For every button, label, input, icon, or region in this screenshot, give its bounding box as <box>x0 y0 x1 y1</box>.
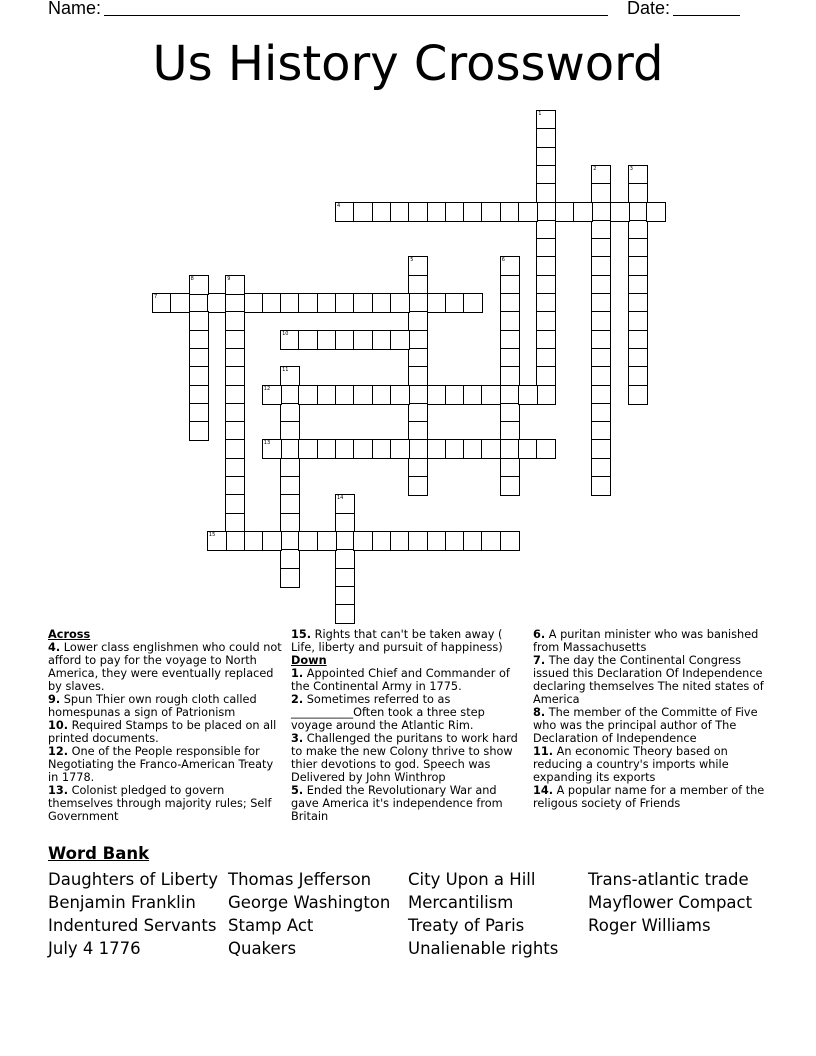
grid-cell[interactable] <box>500 531 520 551</box>
grid-cell[interactable] <box>518 439 538 459</box>
grid-cell[interactable] <box>628 238 648 258</box>
grid-cell[interactable] <box>225 385 245 405</box>
clue-across-15: 15. Rights that can't be taken away ( Life, liberty and pursuit of happiness) <box>291 628 503 654</box>
grid-cell[interactable] <box>262 293 282 313</box>
grid-cell[interactable] <box>225 458 245 478</box>
grid-cell[interactable] <box>335 330 355 350</box>
grid-cell[interactable] <box>298 439 318 459</box>
grid-cell[interactable] <box>317 330 337 350</box>
grid-cell[interactable] <box>628 165 648 185</box>
grid-cell[interactable] <box>591 165 611 185</box>
grid-cell[interactable] <box>427 202 447 222</box>
grid-cell[interactable] <box>225 348 245 368</box>
grid-cell[interactable] <box>591 421 611 441</box>
grid-cell[interactable] <box>536 202 556 222</box>
grid-cell[interactable] <box>372 330 392 350</box>
grid-cell[interactable] <box>591 385 611 405</box>
grid-cell[interactable] <box>536 330 556 350</box>
grid-cell[interactable] <box>262 385 282 405</box>
clue-number: 9 <box>227 275 231 282</box>
grid-cell[interactable] <box>335 494 355 514</box>
page-title: Us History Crossword <box>152 36 664 92</box>
grid-cell[interactable] <box>536 147 556 167</box>
clues-column-2 <box>291 628 525 823</box>
grid-cell[interactable] <box>536 238 556 258</box>
grid-cell[interactable] <box>317 293 337 313</box>
clue-down-2: 2. Sometimes referred to as ___________Often took a three step voyage around the Atlantic Rim. <box>291 693 485 732</box>
grid-cell[interactable] <box>445 202 465 222</box>
grid-cell[interactable] <box>427 439 447 459</box>
grid-cell[interactable] <box>335 568 355 588</box>
grid-cell[interactable] <box>298 293 318 313</box>
grid-cell[interactable] <box>408 202 428 222</box>
grid-cell[interactable] <box>628 293 648 313</box>
grid-cell[interactable] <box>335 549 355 569</box>
grid-cell[interactable] <box>591 183 611 203</box>
clue-down-6: 6. A puritan minister who was banished from Massachusetts <box>533 628 759 654</box>
grid-cell[interactable] <box>536 293 556 313</box>
across-heading: Across <box>48 628 91 641</box>
grid-cell[interactable] <box>481 202 501 222</box>
grid-cell[interactable] <box>225 494 245 514</box>
grid-cell[interactable] <box>500 476 520 496</box>
grid-cell[interactable] <box>207 531 227 551</box>
grid-cell[interactable] <box>189 311 209 331</box>
grid-cell[interactable] <box>280 568 300 588</box>
grid-cell[interactable] <box>628 385 648 405</box>
grid-cell[interactable] <box>536 256 556 276</box>
grid-cell[interactable] <box>225 513 245 533</box>
grid-cell[interactable] <box>225 275 245 295</box>
word-bank-column-1 <box>48 868 218 960</box>
word-bank-column-4 <box>588 868 752 937</box>
date-label: Date: <box>627 0 671 18</box>
grid-cell[interactable] <box>518 385 538 405</box>
grid-cell[interactable] <box>445 385 465 405</box>
grid-cell[interactable] <box>280 513 300 533</box>
grid-cell[interactable] <box>225 476 245 496</box>
grid-cell[interactable] <box>189 421 209 441</box>
grid-cell[interactable] <box>390 293 410 313</box>
grid-cell[interactable] <box>317 531 337 551</box>
grid-cell[interactable] <box>500 330 520 350</box>
grid-cell[interactable] <box>427 531 447 551</box>
grid-cell[interactable] <box>390 202 410 222</box>
grid-cell[interactable] <box>353 330 373 350</box>
grid-cell[interactable] <box>628 183 648 203</box>
grid-cell[interactable] <box>536 128 556 148</box>
grid-cell[interactable] <box>280 421 300 441</box>
grid-cell[interactable] <box>189 385 209 405</box>
grid-cell[interactable] <box>225 531 245 551</box>
grid-cell[interactable] <box>536 439 556 459</box>
grid-cell[interactable] <box>262 439 282 459</box>
grid-cell[interactable] <box>500 275 520 295</box>
grid-cell[interactable] <box>353 385 373 405</box>
grid-cell[interactable] <box>500 403 520 423</box>
grid-cell[interactable] <box>189 293 209 313</box>
grid-cell[interactable] <box>500 311 520 331</box>
grid-cell[interactable] <box>335 531 355 551</box>
grid-cell[interactable] <box>280 366 300 386</box>
grid-cell[interactable] <box>280 531 300 551</box>
word-bank-item: Benjamin Franklin <box>48 893 196 912</box>
clue-down-1: 1. Appointed Chief and Commander of the Continental Army in 1775. <box>291 667 510 693</box>
clue-down-3: 3. Challenged the puritans to work hard to make the new Colony thrive to show thier devotions to god. Speech was Delivered by John Winthrop <box>291 732 518 784</box>
grid-cell[interactable] <box>335 202 355 222</box>
grid-cell[interactable] <box>335 439 355 459</box>
clue-number: 6 <box>501 257 505 264</box>
word-bank-item: Thomas Jefferson <box>228 870 372 889</box>
word-bank-item: Indentured Servants <box>48 916 217 935</box>
grid-cell[interactable] <box>280 330 300 350</box>
grid-cell[interactable] <box>463 531 483 551</box>
grid-cell[interactable] <box>280 403 300 423</box>
clue-number: 7 <box>154 294 158 300</box>
grid-cell[interactable] <box>225 293 245 313</box>
grid-cell[interactable] <box>225 366 245 386</box>
grid-cell[interactable] <box>445 293 465 313</box>
grid-cell[interactable] <box>500 256 520 276</box>
grid-cell[interactable] <box>591 202 611 222</box>
word-bank-item: Treaty of Paris <box>408 916 525 935</box>
grid-cell[interactable] <box>628 220 648 240</box>
grid-cell[interactable] <box>408 403 428 423</box>
grid-cell[interactable] <box>500 293 520 313</box>
grid-cell[interactable] <box>225 311 245 331</box>
grid-cell[interactable] <box>427 385 447 405</box>
clue-number: 3 <box>629 165 633 172</box>
grid-cell[interactable] <box>408 476 428 496</box>
grid-cell[interactable] <box>536 110 556 130</box>
grid-cell[interactable] <box>536 220 556 240</box>
clue-number: 4 <box>337 202 341 209</box>
word-bank-item: Daughters of Liberty <box>48 870 219 889</box>
grid-cell[interactable] <box>408 330 428 350</box>
grid-cell[interactable] <box>408 439 428 459</box>
grid-cell[interactable] <box>408 256 428 276</box>
grid-cell[interactable] <box>353 439 373 459</box>
clue-number: 11 <box>282 367 289 374</box>
grid-cell[interactable] <box>189 366 209 386</box>
grid-cell[interactable] <box>189 330 209 350</box>
grid-cell[interactable] <box>555 202 575 222</box>
grid-cell[interactable] <box>353 293 373 313</box>
grid-cell[interactable] <box>591 330 611 350</box>
grid-cell[interactable] <box>317 385 337 405</box>
grid-cell[interactable] <box>646 202 666 222</box>
grid-cell[interactable] <box>500 458 520 478</box>
grid-cell[interactable] <box>390 439 410 459</box>
grid-cell[interactable] <box>280 476 300 496</box>
clue-across-13: 13. Colonist pledged to govern themselves through majority rules; Self Government <box>48 784 272 823</box>
grid-cell[interactable] <box>628 348 648 368</box>
grid-cell[interactable] <box>170 293 190 313</box>
grid-cell[interactable] <box>536 183 556 203</box>
grid-cell[interactable] <box>408 421 428 441</box>
clue-number: 14 <box>337 495 344 502</box>
clue-number: 12 <box>263 385 271 392</box>
grid-cell[interactable] <box>353 202 373 222</box>
grid-cell[interactable] <box>280 385 300 405</box>
grid-cell[interactable] <box>244 531 264 551</box>
word-bank-item: July 4 1776 <box>48 939 141 958</box>
grid-cell[interactable] <box>298 330 318 350</box>
clue-number: 8 <box>190 275 194 282</box>
grid-cell[interactable] <box>463 439 483 459</box>
grid-cell[interactable] <box>591 220 611 240</box>
grid-cell[interactable] <box>628 330 648 350</box>
grid-cell[interactable] <box>225 330 245 350</box>
grid-cell[interactable] <box>408 458 428 478</box>
grid-cell[interactable] <box>628 366 648 386</box>
grid-cell[interactable] <box>372 202 392 222</box>
clue-down-5: 5. Ended the Revolutionary War and gave America it's independence from Britain <box>291 784 503 823</box>
grid-cell[interactable] <box>500 385 520 405</box>
grid-cell[interactable] <box>610 202 630 222</box>
grid-cell[interactable] <box>225 439 245 459</box>
word-bank-item: Mercantilism <box>408 893 514 912</box>
word-bank-item: George Washington <box>228 893 391 912</box>
clue-number: 2 <box>593 165 597 172</box>
grid-cell[interactable] <box>372 531 392 551</box>
grid-cell[interactable] <box>372 385 392 405</box>
grid-cell[interactable] <box>463 385 483 405</box>
clues-column-1 <box>48 628 282 823</box>
grid-cell[interactable] <box>591 476 611 496</box>
clue-down-11: 11. An economic Theory based on reducing a country's imports while expanding its exports <box>533 745 729 784</box>
grid-cell[interactable] <box>591 439 611 459</box>
grid-cell[interactable] <box>298 531 318 551</box>
grid-cell[interactable] <box>536 348 556 368</box>
grid-cell[interactable] <box>207 293 227 313</box>
clue-down-7: 7. The day the Continental Congress issued this Declaration Of Independence declaring themselves The nited states of America <box>533 654 764 706</box>
clue-number: 13 <box>263 440 271 447</box>
grid-cell[interactable] <box>463 293 483 313</box>
word-bank-item: Trans-atlantic trade <box>588 870 749 889</box>
grid-cell[interactable] <box>280 549 300 569</box>
down-heading: Down <box>291 654 327 667</box>
grid-cell[interactable] <box>500 439 520 459</box>
grid-cell[interactable] <box>500 366 520 386</box>
grid-cell[interactable] <box>225 403 245 423</box>
grid-cell[interactable] <box>591 256 611 276</box>
word-bank-item: Quakers <box>228 939 297 958</box>
grid-cell[interactable] <box>372 293 392 313</box>
grid-cell[interactable] <box>591 311 611 331</box>
clue-across-4: 4. Lower class englishmen who could not afford to pay for the voyage to North America, they were eventually replaced by slaves. <box>48 641 282 693</box>
grid-cell[interactable] <box>280 293 300 313</box>
clue-down-14: 14. A popular name for a member of the religous society of Friends <box>533 784 765 810</box>
name-label: Name: <box>48 0 102 18</box>
grid-cell[interactable] <box>390 385 410 405</box>
grid-cell[interactable] <box>628 256 648 276</box>
grid-cell[interactable] <box>500 421 520 441</box>
grid-cell[interactable] <box>280 494 300 514</box>
grid-cell[interactable] <box>591 366 611 386</box>
grid-cell[interactable] <box>628 311 648 331</box>
clue-across-12: 12. One of the People responsible for Negotiating the Franco-American Treaty in 1778. <box>48 745 274 784</box>
grid-cell[interactable] <box>445 531 465 551</box>
grid-cell[interactable] <box>536 385 556 405</box>
grid-cell[interactable] <box>244 293 264 313</box>
grid-cell[interactable] <box>573 202 593 222</box>
grid-cell[interactable] <box>152 293 172 313</box>
grid-cell[interactable] <box>500 348 520 368</box>
grid-cell[interactable] <box>390 330 410 350</box>
grid-cell[interactable] <box>189 275 209 295</box>
clue-number: 15 <box>208 531 216 538</box>
grid-cell[interactable] <box>408 385 428 405</box>
grid-cell[interactable] <box>591 275 611 295</box>
word-bank-column-2 <box>228 868 390 960</box>
word-bank-heading: Word Bank <box>48 844 150 863</box>
clue-across-9: 9. Spun Thier own rough cloth called homespunas a sign of Patrionism <box>48 693 257 719</box>
clue-down-8: 8. The member of the Committe of Five who was the principal author of The Declaration of Independence <box>533 706 758 745</box>
grid-cell[interactable] <box>408 531 428 551</box>
grid-cell[interactable] <box>189 403 209 423</box>
grid-cell[interactable] <box>390 531 410 551</box>
clue-across-10: 10. Required Stamps to be placed on all printed documents. <box>48 719 277 745</box>
grid-cell[interactable] <box>280 439 300 459</box>
grid-cell[interactable] <box>591 348 611 368</box>
clues-column-3 <box>533 628 767 810</box>
grid-cell[interactable] <box>628 275 648 295</box>
grid-cell[interactable] <box>628 202 648 222</box>
grid-cell[interactable] <box>408 348 428 368</box>
grid-cell[interactable] <box>280 458 300 478</box>
grid-cell[interactable] <box>353 531 373 551</box>
word-bank-item: City Upon a Hill <box>408 870 536 889</box>
grid-cell[interactable] <box>536 366 556 386</box>
word-bank-item: Stamp Act <box>228 916 314 935</box>
grid-cell[interactable] <box>518 202 538 222</box>
grid-cell[interactable] <box>408 293 428 313</box>
grid-cell[interactable] <box>481 531 501 551</box>
grid-cell[interactable] <box>408 366 428 386</box>
grid-cell[interactable] <box>298 385 318 405</box>
grid-cell[interactable] <box>481 385 501 405</box>
word-bank-item: Roger Williams <box>588 916 711 935</box>
clue-number: 5 <box>410 257 414 264</box>
word-bank-item: Mayflower Compact <box>588 893 753 912</box>
grid-cell[interactable] <box>591 238 611 258</box>
grid-cell[interactable] <box>225 421 245 441</box>
word-bank-item: Unalienable rights <box>408 939 559 958</box>
word-bank-column-3 <box>408 868 558 960</box>
grid-cell[interactable] <box>408 311 428 331</box>
clue-number: 1 <box>538 111 542 117</box>
grid-cell[interactable] <box>335 293 355 313</box>
grid-cell[interactable] <box>335 586 355 606</box>
clue-number: 10 <box>282 330 289 337</box>
grid-cell[interactable] <box>463 202 483 222</box>
grid-cell[interactable] <box>427 293 447 313</box>
grid-cell[interactable] <box>372 439 392 459</box>
grid-cell[interactable] <box>481 439 501 459</box>
grid-cell[interactable] <box>591 293 611 313</box>
grid-cell[interactable] <box>408 275 428 295</box>
grid-cell[interactable] <box>536 165 556 185</box>
grid-cell[interactable] <box>591 458 611 478</box>
grid-cell[interactable] <box>536 311 556 331</box>
grid-cell[interactable] <box>262 531 282 551</box>
grid-cell[interactable] <box>189 348 209 368</box>
grid-cell[interactable] <box>591 403 611 423</box>
grid-cell[interactable] <box>445 439 465 459</box>
grid-cell[interactable] <box>536 275 556 295</box>
grid-cell[interactable] <box>335 513 355 533</box>
grid-cell[interactable] <box>335 385 355 405</box>
grid-cell[interactable] <box>317 439 337 459</box>
grid-cell[interactable] <box>335 604 355 624</box>
grid-cell[interactable] <box>500 202 520 222</box>
